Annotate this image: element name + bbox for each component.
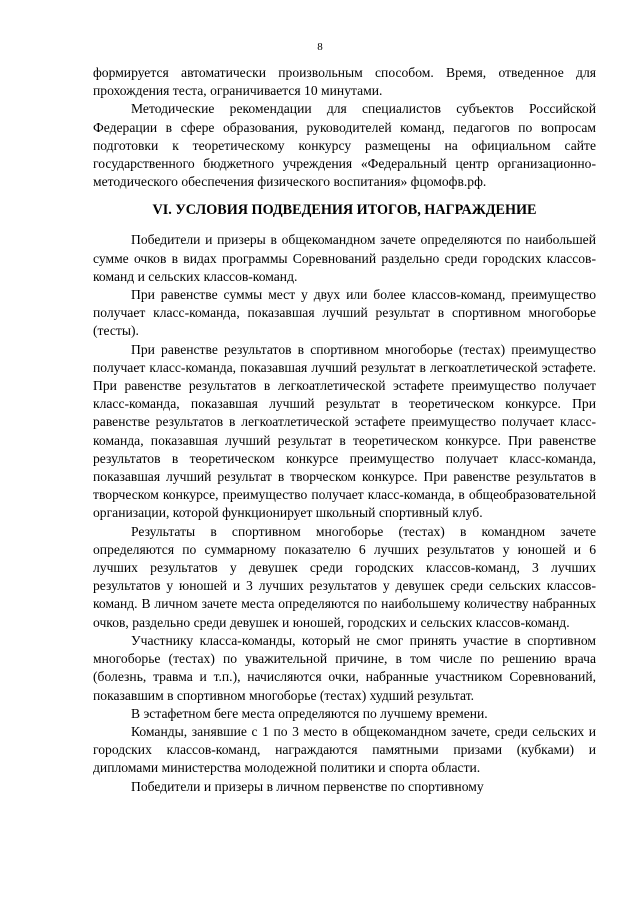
paragraph: Победители и призеры в общекомандном зачете определяются по наибольшей сумме очков в видах программы Соревнований раздельно среди городских классов-команд и сельских классов-команд. — [93, 232, 596, 284]
paragraph: В эстафетном беге места определяются по лучшему времени. — [131, 705, 488, 721]
paragraph: Участнику класса-команды, который не смог принять участие в спортивном многоборье (тестах) по уважительной причине, в том числе по решению врача (болезнь, травма и т.п.), начисляются очки, набранные участником Соревнований, показавшим в спортивном многоборье (тестах) худший результат. — [93, 632, 596, 703]
page-content — [93, 64, 596, 796]
paragraph: При равенстве суммы мест у двух или более классов-команд, преимущество получает класс-команда, показавшая лучший результат в спортивном многоборье (тесты). — [93, 287, 596, 339]
paragraph: Методические рекомендации для специалистов субъектов Российской Федерации в сфере образования, руководителей команд, педагогов по вопросам подготовки к теоретическому конкурсу размещены на официальном сайте государственного бюджетного учреждения «Федеральный центр организационно-методического обеспечения физического воспитания» фцомофв.рф. — [93, 101, 596, 190]
paragraph: Результаты в спортивном многоборье (тестах) в командном зачете определяются по суммарному показателю 6 лучших результатов у юношей и 6 лучших результатов у девушек среди городских классов-команд, 3 лучших результатов у юношей и 3 лучших результатов у девушек среди сельских классов-команд. В личном зачете места определяются по наибольшему количеству набранных очков, раздельно среди девушек и юношей, городских и сельских классов-команд. — [93, 523, 596, 630]
paragraph: формируется автоматически произвольным способом. Время, отведенное для прохождения теста, ограничивается 10 минутами. — [93, 65, 596, 99]
paragraph: При равенстве результатов в спортивном многоборье (тестах) преимущество получает класс-команда, показавшая лучший результат в легкоатлетической эстафете. При равенстве результатов в легкоатлетической эстафете преимущество получает класс-команда, показавшая лучший результат в теоретическом конкурсе. При равенстве результатов в легкоатлетической эстафете преимущество получает класс-команда, показавшая лучший результат в теоретическом конкурсе. При равенстве результатов в теоретическом конкурсе преимущество получает класс-команда, показавшая лучший результат в творческом конкурсе. При равенстве результатов в творческом конкурсе, преимущество получает класс-команда, в общеобразовательной организации, которой функционирует школьный спортивный клуб. — [93, 341, 596, 521]
paragraph: Победители и призеры в личном первенстве по спортивному — [131, 778, 484, 794]
page-number: 8 — [317, 41, 323, 53]
section-title: VI. УСЛОВИЯ ПОДВЕДЕНИЯ ИТОГОВ, НАГРАЖДЕНИЕ — [152, 202, 537, 219]
paragraph: Команды, занявшие с 1 по 3 место в общекомандном зачете, среди сельских и городских классов-команд, награждаются памятными призами (кубками) и дипломами министерства молодежной политики и спорта области. — [93, 723, 596, 776]
